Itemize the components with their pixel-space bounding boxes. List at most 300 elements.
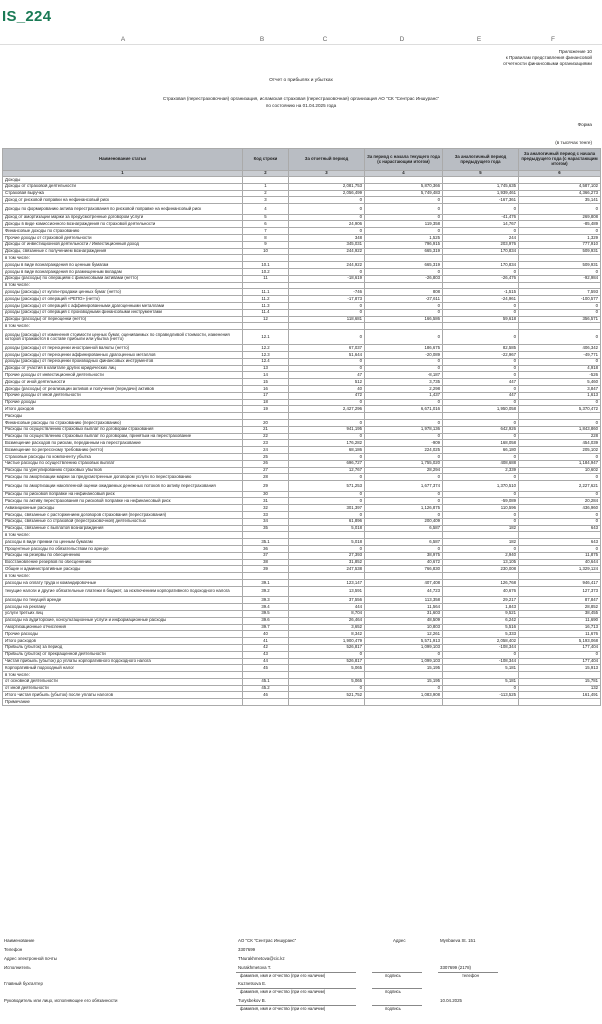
row-reporting-period[interactable]: 521,752 — [289, 692, 365, 699]
row-ytd[interactable]: 796,915 — [365, 241, 443, 248]
row-line-code[interactable]: 1 — [243, 183, 289, 190]
row-ytd[interactable]: -909 — [365, 440, 443, 447]
row-item-name[interactable]: Страховые расходы по компоненту убытка — [3, 453, 243, 460]
row-prior-ytd[interactable] — [519, 573, 601, 580]
row-ytd[interactable]: -8,187 — [365, 372, 443, 379]
row-prior-ytd[interactable]: 0 — [519, 228, 601, 235]
row-line-code[interactable] — [243, 323, 289, 330]
row-prior-period[interactable]: 408,688 — [443, 460, 519, 467]
row-reporting-period[interactable]: 301,397 — [289, 505, 365, 512]
row-line-code[interactable]: 45.2 — [243, 685, 289, 692]
row-reporting-period[interactable]: 1,900,479 — [289, 638, 365, 645]
row-prior-ytd[interactable]: 946,417 — [519, 580, 601, 587]
row-item-name[interactable]: Аквизиционные расходы — [3, 505, 243, 512]
row-line-code[interactable]: 35 — [243, 525, 289, 532]
row-ytd[interactable]: 28,294 — [365, 467, 443, 474]
row-reporting-period[interactable]: 2,056,499 — [289, 190, 365, 197]
row-line-code[interactable]: 35.1 — [243, 539, 289, 546]
row-item-name[interactable]: Расходы по урегулированию страховых убытков — [3, 467, 243, 474]
row-line-code[interactable]: 38 — [243, 559, 289, 566]
row-reporting-period[interactable]: 244,922 — [289, 248, 365, 255]
row-line-code[interactable]: 12.1 — [243, 330, 289, 345]
row-ytd[interactable]: 200,409 — [365, 518, 443, 525]
row-item-name[interactable]: Расходы по рисковой поправке на нефинансовый риск — [3, 491, 243, 498]
row-reporting-period[interactable]: 31,852 — [289, 559, 365, 566]
row-prior-period[interactable]: -167,361 — [443, 197, 519, 204]
row-item-name[interactable]: Прочие расходы — [3, 631, 243, 638]
row-reporting-period[interactable]: 696,727 — [289, 460, 365, 467]
row-prior-period[interactable] — [443, 699, 519, 706]
row-reporting-period[interactable]: 345,031 — [289, 241, 365, 248]
row-ytd[interactable]: 6,671,016 — [365, 406, 443, 413]
row-prior-ytd[interactable]: 11,875 — [519, 552, 601, 559]
row-prior-ytd[interactable]: 28,852 — [519, 604, 601, 611]
row-ytd[interactable]: 1,099,103 — [365, 644, 443, 651]
row-line-code[interactable]: 39.4 — [243, 604, 289, 611]
row-prior-ytd[interactable]: 11,690 — [519, 617, 601, 624]
row-prior-period[interactable]: 0 — [443, 685, 519, 692]
row-reporting-period[interactable]: 0 — [289, 399, 365, 406]
row-prior-period[interactable]: 13,105 — [443, 559, 519, 566]
row-prior-period[interactable]: 0 — [443, 386, 519, 393]
row-ytd[interactable]: 0 — [365, 420, 443, 427]
row-item-name[interactable]: Итого чистая прибыль (убыток) после уплаты налогов — [3, 692, 243, 699]
row-prior-ytd[interactable]: 0 — [519, 330, 601, 345]
row-prior-ytd[interactable] — [519, 323, 601, 330]
row-prior-period[interactable] — [443, 532, 519, 539]
row-prior-period[interactable]: 0 — [443, 518, 519, 525]
row-ytd[interactable] — [365, 177, 443, 184]
row-item-name[interactable]: Примечание — [3, 699, 243, 706]
row-prior-ytd[interactable] — [519, 672, 601, 679]
row-prior-period[interactable]: 5,181 — [443, 665, 519, 672]
row-prior-period[interactable]: 0 — [443, 204, 519, 215]
row-reporting-period[interactable]: 0 — [289, 453, 365, 460]
row-reporting-period[interactable]: 5,065 — [289, 678, 365, 685]
row-reporting-period[interactable]: 40 — [289, 386, 365, 393]
row-reporting-period[interactable]: 61,896 — [289, 518, 365, 525]
row-ytd[interactable]: 0 — [365, 512, 443, 519]
row-prior-ytd[interactable]: 132 — [519, 685, 601, 692]
row-prior-period[interactable]: 2,940 — [443, 552, 519, 559]
row-reporting-period[interactable]: 0 — [289, 228, 365, 235]
row-prior-period[interactable] — [443, 413, 519, 420]
row-item-name[interactable]: Расходы по осуществлению страховых выплат по договорам страхования — [3, 426, 243, 433]
row-line-code[interactable]: 12.3 — [243, 352, 289, 359]
row-item-name[interactable]: Доходы (расходы) по операциям с финансовыми активами (нетто) — [3, 275, 243, 282]
row-reporting-period[interactable]: 24,906 — [289, 221, 365, 228]
row-ytd[interactable]: 119,358 — [365, 221, 443, 228]
row-line-code[interactable]: 37 — [243, 552, 289, 559]
row-prior-ytd[interactable]: 1,613 — [519, 392, 601, 399]
row-line-code[interactable]: 46 — [243, 692, 289, 699]
row-ytd[interactable]: 0 — [365, 498, 443, 505]
row-line-code[interactable]: 44 — [243, 658, 289, 665]
row-item-name[interactable]: Расходы по амортизации маржи за предусмотренные договором услуги по перестрахованию — [3, 474, 243, 481]
row-reporting-period[interactable]: 0 — [289, 420, 365, 427]
row-prior-period[interactable]: 5,516 — [443, 624, 519, 631]
row-reporting-period[interactable]: 0 — [289, 214, 365, 221]
row-prior-period[interactable]: 0 — [443, 309, 519, 316]
row-prior-period[interactable]: 29,217 — [443, 597, 519, 604]
row-prior-period[interactable]: 0 — [443, 433, 519, 440]
row-item-name[interactable]: Доходы — [3, 177, 243, 184]
row-prior-ytd[interactable]: 10,602 — [519, 467, 601, 474]
row-prior-period[interactable]: 14,767 — [443, 221, 519, 228]
row-prior-period[interactable]: 2,339 — [443, 467, 519, 474]
row-prior-ytd[interactable]: 1,843,860 — [519, 426, 601, 433]
row-line-code[interactable]: 45.1 — [243, 678, 289, 685]
row-ytd[interactable]: 11,564 — [365, 604, 443, 611]
row-ytd[interactable]: 3,735 — [365, 379, 443, 386]
row-reporting-period[interactable]: 8,704 — [289, 610, 365, 617]
row-line-code[interactable]: 45 — [243, 665, 289, 672]
row-reporting-period[interactable]: 51,644 — [289, 352, 365, 359]
row-line-code[interactable]: 19 — [243, 406, 289, 413]
row-reporting-period[interactable]: 47 — [289, 372, 365, 379]
row-reporting-period[interactable]: 0 — [289, 309, 365, 316]
row-reporting-period[interactable]: 0 — [289, 685, 365, 692]
row-line-code[interactable]: 20 — [243, 420, 289, 427]
row-ytd[interactable]: 5,749,483 — [365, 190, 443, 197]
row-reporting-period[interactable] — [289, 413, 365, 420]
row-ytd[interactable] — [365, 282, 443, 289]
row-reporting-period[interactable]: 0 — [289, 269, 365, 276]
row-ytd[interactable]: 1,083,908 — [365, 692, 443, 699]
row-ytd[interactable]: -20,089 — [365, 352, 443, 359]
row-ytd[interactable]: 766,830 — [365, 566, 443, 573]
row-line-code[interactable]: 11.4 — [243, 309, 289, 316]
row-prior-ytd[interactable]: 643 — [519, 539, 601, 546]
row-item-name[interactable]: Доходы (расходы) от переоценки (нетто) — [3, 316, 243, 323]
row-item-name[interactable]: Доход от рисковой поправки на нефинансовый риск — [3, 197, 243, 204]
row-reporting-period[interactable]: 0 — [289, 204, 365, 215]
row-reporting-period[interactable]: 176,282 — [289, 440, 365, 447]
row-ytd[interactable]: 0 — [365, 358, 443, 365]
row-prior-period[interactable]: 0 — [443, 399, 519, 406]
row-line-code[interactable]: 25 — [243, 453, 289, 460]
row-line-code[interactable]: 36 — [243, 546, 289, 553]
row-ytd[interactable]: 1,099,103 — [365, 658, 443, 665]
row-item-name[interactable]: Чистые расходы по осуществлению страховых выплат — [3, 460, 243, 467]
row-prior-ytd[interactable]: -100,577 — [519, 296, 601, 303]
row-reporting-period[interactable]: 472 — [289, 392, 365, 399]
row-prior-ytd[interactable]: 35,141 — [519, 197, 601, 204]
row-prior-ytd[interactable]: 0 — [519, 491, 601, 498]
row-reporting-period[interactable] — [289, 177, 365, 184]
row-item-name[interactable]: Финансовые расходы по страхованию (перестрахованию) — [3, 420, 243, 427]
row-line-code[interactable]: 4 — [243, 204, 289, 215]
row-prior-period[interactable]: 2,058,402 — [443, 638, 519, 645]
row-ytd[interactable]: 6,587 — [365, 539, 443, 546]
row-prior-period[interactable]: 5,333 — [443, 631, 519, 638]
row-prior-ytd[interactable]: 38,455 — [519, 610, 601, 617]
row-prior-period[interactable]: 447 — [443, 392, 519, 399]
row-prior-ytd[interactable]: 0 — [519, 204, 601, 215]
row-item-name[interactable]: Доход от амортизации маржи за предусмотренные договором услуги — [3, 214, 243, 221]
row-prior-ytd[interactable]: 3,847 — [519, 386, 601, 393]
row-prior-ytd[interactable]: 15,913 — [519, 665, 601, 672]
row-ytd[interactable]: 166,586 — [365, 316, 443, 323]
row-item-name[interactable]: доходы в виде вознаграждения по размещенным вкладам — [3, 269, 243, 276]
row-prior-ytd[interactable]: 356,571 — [519, 316, 601, 323]
row-ytd[interactable] — [365, 532, 443, 539]
row-line-code[interactable]: 12 — [243, 316, 289, 323]
row-line-code[interactable]: 12.2 — [243, 345, 289, 352]
row-prior-ytd[interactable]: -85,489 — [519, 221, 601, 228]
row-item-name[interactable]: Доходы от страховой деятельности — [3, 183, 243, 190]
row-prior-ytd[interactable]: 20,284 — [519, 498, 601, 505]
row-line-code[interactable]: 31 — [243, 498, 289, 505]
row-ytd[interactable]: 0 — [365, 685, 443, 692]
row-prior-period[interactable]: 1,950,058 — [443, 406, 519, 413]
row-prior-ytd[interactable]: 4,918 — [519, 365, 601, 372]
row-reporting-period[interactable] — [289, 282, 365, 289]
row-prior-ytd[interactable]: 4,587,102 — [519, 183, 601, 190]
row-item-name[interactable]: Расходы на резервы по обесценению — [3, 552, 243, 559]
row-prior-ytd[interactable]: 269,808 — [519, 214, 601, 221]
row-ytd[interactable]: 186,675 — [365, 345, 443, 352]
row-prior-ytd[interactable] — [519, 255, 601, 262]
row-prior-period[interactable]: 0 — [443, 453, 519, 460]
row-line-code[interactable] — [243, 672, 289, 679]
row-prior-period[interactable]: -1,515 — [443, 289, 519, 296]
row-prior-ytd[interactable]: 643 — [519, 525, 601, 532]
row-line-code[interactable] — [243, 699, 289, 706]
row-prior-ytd[interactable]: 0 — [519, 474, 601, 481]
row-reporting-period[interactable]: 0 — [289, 512, 365, 519]
row-reporting-period[interactable]: 348 — [289, 235, 365, 242]
row-line-code[interactable] — [243, 177, 289, 184]
row-reporting-period[interactable]: -18,619 — [289, 275, 365, 282]
row-ytd[interactable]: 224,025 — [365, 447, 443, 454]
row-ytd[interactable]: 0 — [365, 474, 443, 481]
row-prior-period[interactable]: 0 — [443, 269, 519, 276]
row-prior-period[interactable]: 0 — [443, 491, 519, 498]
row-reporting-period[interactable]: 13,591 — [289, 586, 365, 597]
row-prior-ytd[interactable]: 228 — [519, 433, 601, 440]
row-line-code[interactable]: 11.1 — [243, 289, 289, 296]
row-item-name[interactable]: Доходы от участия в капитале других юридических лиц — [3, 365, 243, 372]
row-item-name[interactable]: доходы (расходы) от купли-продажи ценных бумаг (нетто) — [3, 289, 243, 296]
row-ytd[interactable]: 808 — [365, 289, 443, 296]
row-reporting-period[interactable]: 0 — [289, 474, 365, 481]
row-item-name[interactable]: в том числе: — [3, 323, 243, 330]
row-prior-ytd[interactable] — [519, 532, 601, 539]
row-prior-period[interactable]: 0 — [443, 372, 519, 379]
row-reporting-period[interactable]: 0 — [289, 330, 365, 345]
row-reporting-period[interactable]: 512 — [289, 379, 365, 386]
row-line-code[interactable]: 39.3 — [243, 597, 289, 604]
row-ytd[interactable]: 40,672 — [365, 559, 443, 566]
row-prior-period[interactable]: 170,834 — [443, 248, 519, 255]
row-item-name[interactable]: Расходы по активу перестрахования по рисковой поправке на нефинансовый риск — [3, 498, 243, 505]
row-prior-ytd[interactable]: 11,676 — [519, 631, 601, 638]
row-prior-period[interactable]: -22,967 — [443, 352, 519, 359]
row-item-name[interactable]: расходы на аудиторские, консультационные услуги и информационные расходы — [3, 617, 243, 624]
row-line-code[interactable]: 14 — [243, 372, 289, 379]
row-item-name[interactable]: Прочие доходы от инвестиционной деятельности — [3, 372, 243, 379]
row-line-code[interactable]: 12.4 — [243, 358, 289, 365]
row-reporting-period[interactable]: 0 — [289, 197, 365, 204]
row-ytd[interactable]: 31,603 — [365, 610, 443, 617]
row-item-name[interactable]: доходы (расходы) от переоценки аффинированных драгоценных металлов — [3, 352, 243, 359]
row-reporting-period[interactable]: 0 — [289, 433, 365, 440]
row-reporting-period[interactable]: 68,186 — [289, 447, 365, 454]
row-reporting-period[interactable]: 941,195 — [289, 426, 365, 433]
row-item-name[interactable]: Возмещение расходов по рискам, переданным на перестрахование — [3, 440, 243, 447]
row-reporting-period[interactable]: -746 — [289, 289, 365, 296]
row-prior-period[interactable]: 110,596 — [443, 505, 519, 512]
row-prior-ytd[interactable]: 1,184,947 — [519, 460, 601, 467]
row-prior-ytd[interactable]: 177,404 — [519, 644, 601, 651]
row-prior-ytd[interactable]: 1,329,124 — [519, 566, 601, 573]
row-ytd[interactable]: 44,723 — [365, 586, 443, 597]
row-item-name[interactable]: расходы на оплату труда и командировочные — [3, 580, 243, 587]
row-prior-ytd[interactable]: 40,644 — [519, 559, 601, 566]
row-item-name[interactable]: от иной деятельности — [3, 685, 243, 692]
row-prior-ytd[interactable]: 509,931 — [519, 248, 601, 255]
column-letter-e[interactable]: E — [476, 36, 482, 43]
row-prior-ytd[interactable]: 16,713 — [519, 624, 601, 631]
row-prior-period[interactable]: 203,976 — [443, 241, 519, 248]
row-line-code[interactable]: 39.5 — [243, 610, 289, 617]
row-line-code[interactable] — [243, 532, 289, 539]
row-line-code[interactable]: 39.7 — [243, 624, 289, 631]
row-reporting-period[interactable]: 118,681 — [289, 316, 365, 323]
row-item-name[interactable]: Амортизационные отчисления — [3, 624, 243, 631]
row-item-name[interactable]: в том числе: — [3, 282, 243, 289]
row-item-name[interactable]: доходы (расходы) от переоценки производных финансовых инструментов — [3, 358, 243, 365]
row-line-code[interactable]: 34 — [243, 518, 289, 525]
row-prior-period[interactable]: 0 — [443, 365, 519, 372]
row-item-name[interactable]: Доходы (расходы) от реализации активов и получения (передачи) активов — [3, 386, 243, 393]
row-reporting-period[interactable]: 0 — [289, 303, 365, 310]
row-prior-period[interactable]: 5,181 — [443, 678, 519, 685]
row-reporting-period[interactable]: 526,817 — [289, 658, 365, 665]
row-ytd[interactable]: 0 — [365, 303, 443, 310]
row-prior-period[interactable]: -41,476 — [443, 214, 519, 221]
row-prior-period[interactable]: -26,476 — [443, 275, 519, 282]
row-prior-ytd[interactable]: 205,102 — [519, 447, 601, 454]
row-prior-period[interactable]: 0 — [443, 228, 519, 235]
row-prior-ytd[interactable]: 406,342 — [519, 345, 601, 352]
row-prior-ytd[interactable]: -526 — [519, 372, 601, 379]
row-ytd[interactable]: 0 — [365, 204, 443, 215]
row-prior-period[interactable] — [443, 282, 519, 289]
row-line-code[interactable]: 11.2 — [243, 296, 289, 303]
row-ytd[interactable]: 0 — [365, 330, 443, 345]
row-reporting-period[interactable] — [289, 323, 365, 330]
row-prior-period[interactable]: 0 — [443, 512, 519, 519]
row-item-name[interactable]: от основной деятельности — [3, 678, 243, 685]
row-item-name[interactable]: Прочие доходы от страховой деятельности — [3, 235, 243, 242]
row-prior-period[interactable]: -108,344 — [443, 644, 519, 651]
row-line-code[interactable]: 10.1 — [243, 262, 289, 269]
row-prior-period[interactable]: 0 — [443, 358, 519, 365]
row-line-code[interactable]: 21 — [243, 426, 289, 433]
row-line-code[interactable]: 2 — [243, 190, 289, 197]
row-prior-ytd[interactable] — [519, 177, 601, 184]
row-prior-ytd[interactable]: 777,910 — [519, 241, 601, 248]
row-line-code[interactable]: 17 — [243, 392, 289, 399]
row-line-code[interactable]: 24 — [243, 447, 289, 454]
row-ytd[interactable]: 1,126,875 — [365, 505, 443, 512]
row-prior-period[interactable]: 66,180 — [443, 447, 519, 454]
row-item-name[interactable]: в том числе: — [3, 255, 243, 262]
row-prior-ytd[interactable]: 15,781 — [519, 678, 601, 685]
row-reporting-period[interactable]: 67,037 — [289, 345, 365, 352]
row-prior-period[interactable] — [443, 323, 519, 330]
row-ytd[interactable] — [365, 672, 443, 679]
row-ytd[interactable]: 0 — [365, 453, 443, 460]
row-item-name[interactable]: доходы в виде вознаграждения по ценным бумагам — [3, 262, 243, 269]
row-reporting-period[interactable] — [289, 672, 365, 679]
row-item-name[interactable]: расходы по текущей аренде — [3, 597, 243, 604]
row-item-name[interactable]: Возмещение по регрессному требованию (нетто) — [3, 447, 243, 454]
row-prior-period[interactable]: 126,768 — [443, 580, 519, 587]
row-item-name[interactable]: в том числе: — [3, 573, 243, 580]
row-ytd[interactable]: 0 — [365, 546, 443, 553]
row-ytd[interactable]: 5,870,366 — [365, 183, 443, 190]
row-reporting-period[interactable]: -17,873 — [289, 296, 365, 303]
row-prior-ytd[interactable]: 0 — [519, 420, 601, 427]
row-prior-period[interactable]: 82,585 — [443, 345, 519, 352]
row-line-code[interactable]: 16 — [243, 386, 289, 393]
row-reporting-period[interactable]: 26,464 — [289, 617, 365, 624]
row-ytd[interactable]: 113,358 — [365, 597, 443, 604]
row-prior-period[interactable]: 170,834 — [443, 262, 519, 269]
row-prior-period[interactable]: 244 — [443, 235, 519, 242]
row-prior-ytd[interactable]: 1,329 — [519, 235, 601, 242]
row-item-name[interactable]: Прибыль (убыток) за период — [3, 644, 243, 651]
row-prior-period[interactable]: 1,370,510 — [443, 481, 519, 492]
row-item-name[interactable]: услуги третьих лиц — [3, 610, 243, 617]
row-line-code[interactable]: 15 — [243, 379, 289, 386]
column-letter-a[interactable]: A — [120, 36, 126, 43]
row-line-code[interactable]: 7 — [243, 228, 289, 235]
row-line-code[interactable] — [243, 282, 289, 289]
row-prior-period[interactable] — [443, 177, 519, 184]
row-prior-period[interactable]: -24,961 — [443, 296, 519, 303]
row-reporting-period[interactable]: 444 — [289, 604, 365, 611]
row-ytd[interactable]: 0 — [365, 433, 443, 440]
row-line-code[interactable]: 42 — [243, 644, 289, 651]
row-ytd[interactable]: -26,803 — [365, 275, 443, 282]
row-ytd[interactable]: 6,587 — [365, 525, 443, 532]
row-ytd[interactable]: 0 — [365, 365, 443, 372]
row-item-name[interactable]: доходы (расходы) от изменения стоимости ценных бумаг, оцениваемых по справедливой стоимости, изменения которой отражаются в составе прибыли или убытка (нетто) — [3, 330, 243, 345]
row-item-name[interactable]: Доходы, связанные с получением вознаграждения — [3, 248, 243, 255]
row-ytd[interactable]: 15,195 — [365, 665, 443, 672]
row-line-code[interactable]: 10.2 — [243, 269, 289, 276]
row-ytd[interactable]: 0 — [365, 269, 443, 276]
row-prior-period[interactable]: 59,618 — [443, 316, 519, 323]
row-prior-ytd[interactable]: 436,960 — [519, 505, 601, 512]
row-prior-period[interactable]: 0 — [443, 546, 519, 553]
column-letter-d[interactable]: D — [399, 36, 405, 43]
row-prior-ytd[interactable]: 509,931 — [519, 262, 601, 269]
row-line-code[interactable]: 11.3 — [243, 303, 289, 310]
row-prior-ytd[interactable] — [519, 699, 601, 706]
row-line-code[interactable]: 23 — [243, 440, 289, 447]
row-line-code[interactable] — [243, 573, 289, 580]
row-prior-ytd[interactable]: 4,366,273 — [519, 190, 601, 197]
row-line-code[interactable]: 26 — [243, 460, 289, 467]
row-prior-ytd[interactable]: -92,984 — [519, 275, 601, 282]
row-item-name[interactable]: Прочие доходы — [3, 399, 243, 406]
row-prior-ytd[interactable]: 0 — [519, 303, 601, 310]
